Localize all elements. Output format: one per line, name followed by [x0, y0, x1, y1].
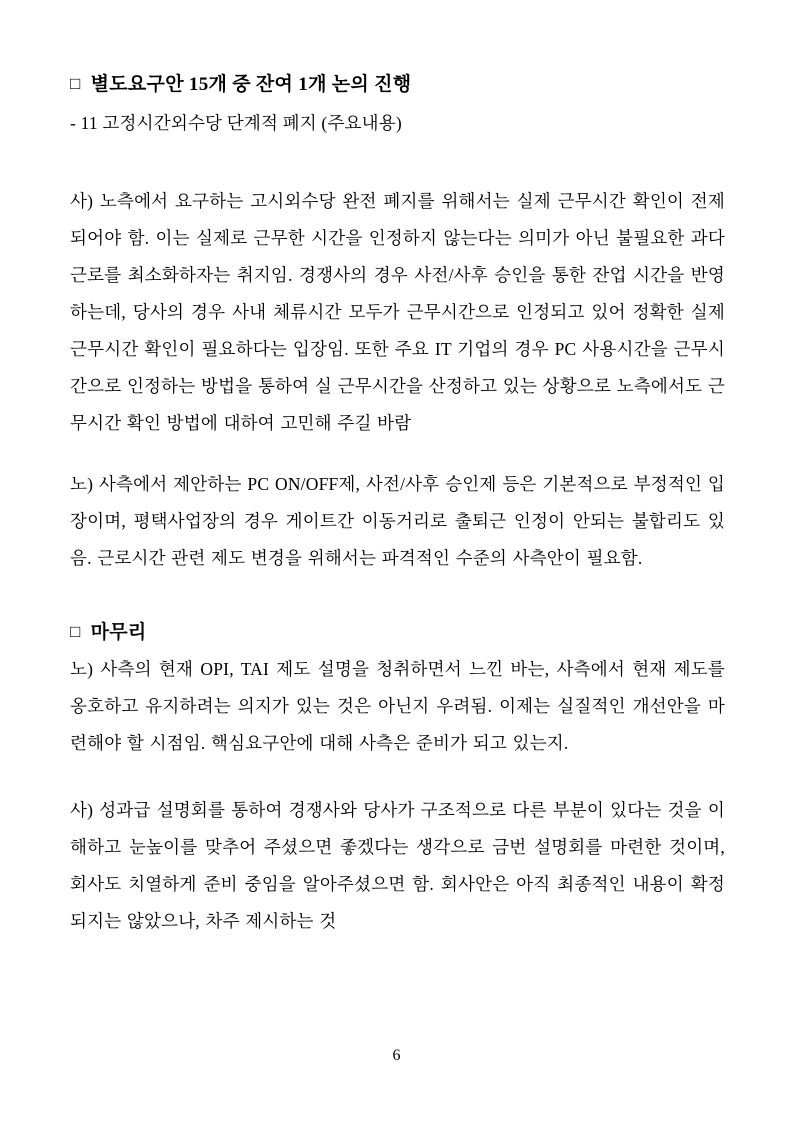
section-heading-closing	[70, 614, 725, 651]
section-heading-text: 별도요구안 15개 중 잔여 1개 논의 진행	[90, 74, 412, 95]
union-statement-worktime: 노) 사측에서 제안하는 PC ON/OFF제, 사전/사후 승인제 등은 기본적으로 부정적인 입장이며, 평택사업장의 경우 게이트간 이동거리로 출퇴근 인정이 안되는 불합리도 있음. 근로시간 관련 제도 변경을 위해서는 파격적인 수준의 사측안이 필요함.	[70, 474, 725, 568]
union-statement-closing: 노) 사측의 현재 OPI, TAI 제도 설명을 청취하면서 느낀 바는, 사측에서 현재 제도를 옹호하고 유지하려는 의지가 있는 것은 아닌지 우려됨. 이제는 실질적인 개선안을 마련해야 할 시점임. 핵심요구안에 대해 사측은 준비가 되고 있는지.	[70, 659, 725, 753]
square-bullet-icon: □	[70, 74, 81, 93]
management-statement-worktime: 사) 노측에서 요구하는 고시외수당 완전 폐지를 위해서는 실제 근무시간 확인이 전제되어야 함. 이는 실제로 근무한 시간을 인정하지 않는다는 의미가 아닌 불필요한 과다근로를 최소화하자는 취지임. 경쟁사의 경우 사전/사후 승인을 통한 잔업 시간을 반영하는데, 당사의 경우 사내 체류시간 모두가 근무시간으로 인정되고 있어 정확한 실제 근무시간 확인이 필요하다는 입장임. 또한 주요 IT 기업의 경우 PC 사용시간을 근무시간으로 인정하는 방법을 통하여 실 근무시간을 산정하고 있는 상황으로 노측에서도 근무시간 확인 방법에 대하여 고민해 주길 바람	[70, 191, 725, 433]
management-statement-closing: 사) 성과급 설명회를 통하여 경쟁사와 당사가 구조적으로 다른 부분이 있다는 것을 이해하고 눈높이를 맞추어 주셨으면 좋겠다는 생각으로 금번 설명회를 마련한 것이며, 회사도 치열하게 준비 중임을 알아주셨으면 함. 회사안은 아직 최종적인 내용이 확정되지는 않았으나, 차주 제시하는 것	[70, 800, 725, 931]
square-bullet-icon: □	[70, 622, 81, 641]
section-heading-text: 마무리	[90, 622, 147, 643]
page-number: 6	[392, 1047, 401, 1064]
section-heading-remaining-demands	[70, 66, 725, 103]
agenda-subitem: - 11 고정시간외수당 단계적 폐지 (주요내용)	[70, 113, 402, 133]
